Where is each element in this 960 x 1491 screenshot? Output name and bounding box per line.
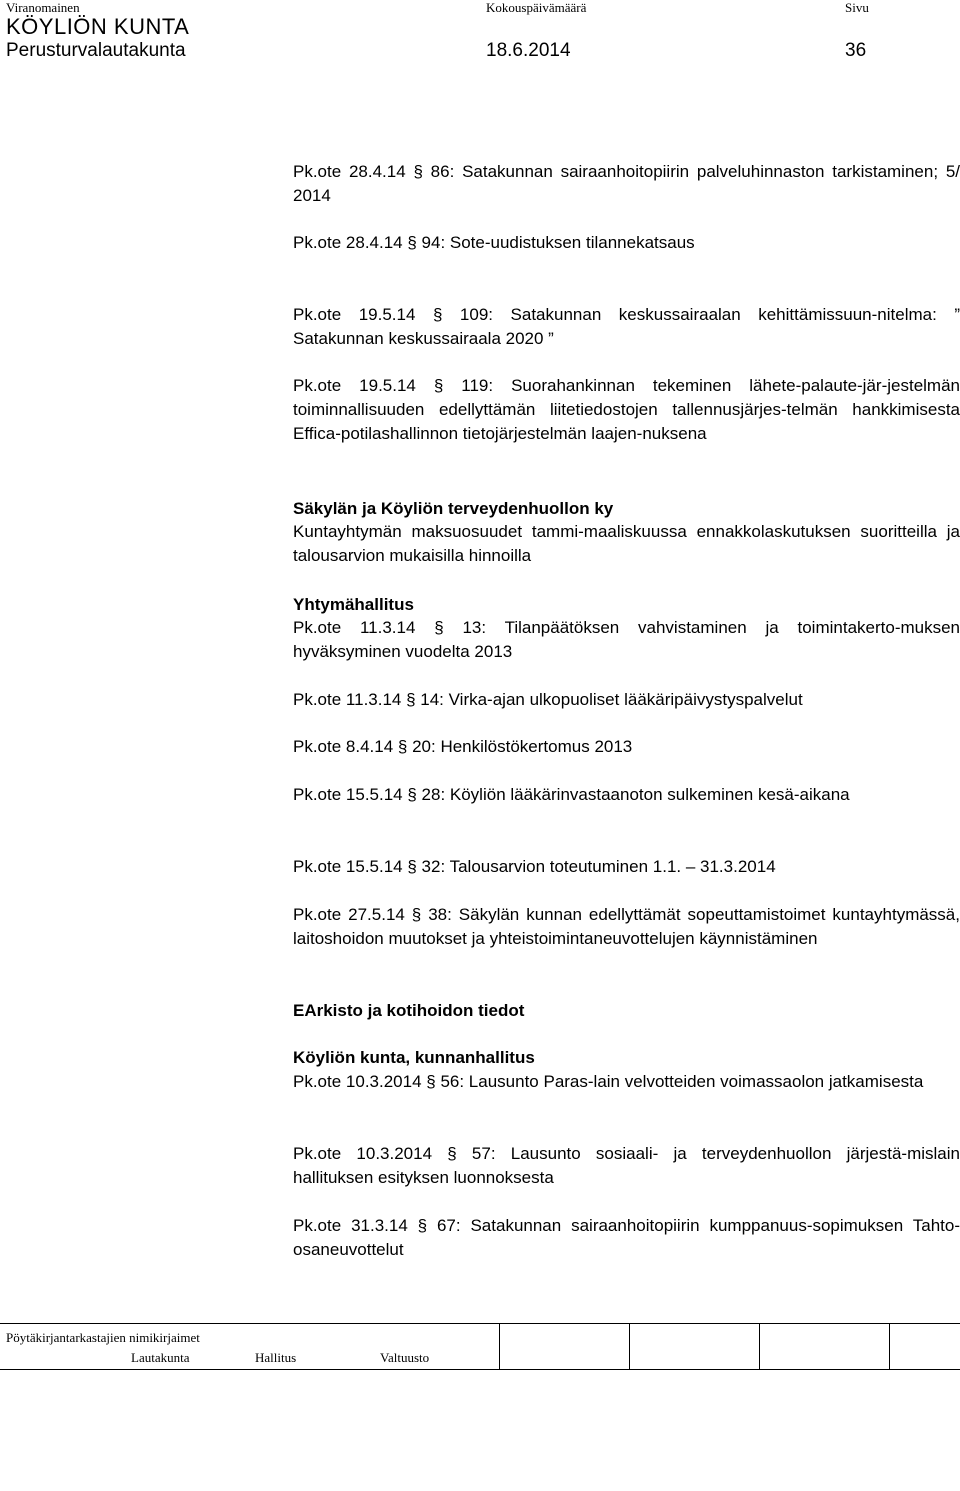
minutes-item: Pk.ote 28.4.14 § 94: Sote-uudistuksen tilannekatsaus	[293, 233, 695, 252]
signatures-label: Pöytäkirjantarkastajien nimikirjaimet	[6, 1330, 200, 1345]
minutes-item: Pk.ote 8.4.14 § 20: Henkilöstökertomus 2013	[293, 737, 633, 756]
minutes-item: Pk.ote 31.3.14 § 67: Satakunnan sairaanhoitopiirin kumppanuus-sopimuksen Tahto-osaneuvottelut	[293, 1216, 960, 1260]
minutes-item: Pk.ote 15.5.14 § 32: Talousarvion toteutuminen 1.1. – 31.3.2014	[293, 857, 776, 876]
committee-label: Lautakunta	[131, 1350, 190, 1365]
minutes-item: Kuntayhtymän maksuosuudet tammi-maaliskuussa ennakkolaskutuksen suoritteilla ja talousarvion mukaisilla hinnoilla	[293, 522, 960, 566]
minutes-item: Pk.ote 10.3.2014 § 56: Lausunto Paras-lain velvotteiden voimassaolon jatkamisesta	[293, 1072, 924, 1091]
organization-name: KÖYLIÖN KUNTA	[6, 14, 190, 39]
agency-label: Viranomainen	[6, 0, 80, 15]
minutes-item: Pk.ote 10.3.2014 § 57: Lausunto sosiaali- ja terveydenhuollon järjestä-mislain hallituksen esityksen luonnoksesta	[293, 1144, 960, 1188]
signature-cell-1	[499, 1324, 630, 1369]
section-heading: EArkisto ja kotihoidon tiedot	[293, 1001, 525, 1020]
section-heading: Köyliön kunta, kunnanhallitus	[293, 1048, 535, 1067]
agency-name: Perusturvalautakunta	[6, 40, 186, 61]
minutes-item: Pk.ote 19.5.14 § 109: Satakunnan keskussairaalan kehittämissuun-nitelma: ” Satakunnan keskussairaala 2020 ”	[293, 305, 960, 349]
minutes-item: Pk.ote 11.3.14 § 14: Virka-ajan ulkopuoliset lääkäripäivystyspalvelut	[293, 690, 803, 709]
minutes-item: Pk.ote 27.5.14 § 38: Säkylän kunnan edellyttämät sopeuttamistoimet kuntayhtymässä, laitoshoidon muutokset ja yhteistoimintaneuvottelujen käynnistäminen	[293, 905, 960, 949]
meeting-date-label: Kokouspäivämäärä	[486, 0, 587, 15]
signature-cell-3	[759, 1324, 890, 1369]
signature-cell-2	[629, 1324, 760, 1369]
meeting-date: 18.6.2014	[486, 40, 571, 61]
minutes-item: Pk.ote 11.3.14 § 13: Tilanpäätöksen vahvistaminen ja toimintakerto-muksen hyväksyminen vuodelta 2013	[293, 618, 960, 662]
section-heading: Säkylän ja Köyliön terveydenhuollon ky	[293, 499, 614, 518]
signature-table-bottom	[0, 1369, 960, 1370]
page-number: 36	[845, 40, 867, 61]
council-label: Valtuusto	[380, 1350, 430, 1365]
minutes-item: Pk.ote 28.4.14 § 86: Satakunnan sairaanhoitopiirin palveluhinnaston tarkistaminen; 5/ 2014	[293, 162, 960, 206]
board-label: Hallitus	[255, 1350, 297, 1365]
minutes-item: Pk.ote 15.5.14 § 28: Köyliön lääkärinvastaanoton sulkeminen kesä-aikana	[293, 785, 850, 804]
section-heading: Yhtymähallitus	[293, 595, 414, 614]
page-label: Sivu	[845, 0, 869, 15]
minutes-item: Pk.ote 19.5.14 § 119: Suorahankinnan tekeminen lähete-palaute-jär-jestelmän toiminnallisuuden edellyttämän liitetiedostojen tallennusjärjes-telmän hankkimisesta Effica-potilashallinnon tietojärjestelmän laajen-nuksena	[293, 376, 960, 444]
